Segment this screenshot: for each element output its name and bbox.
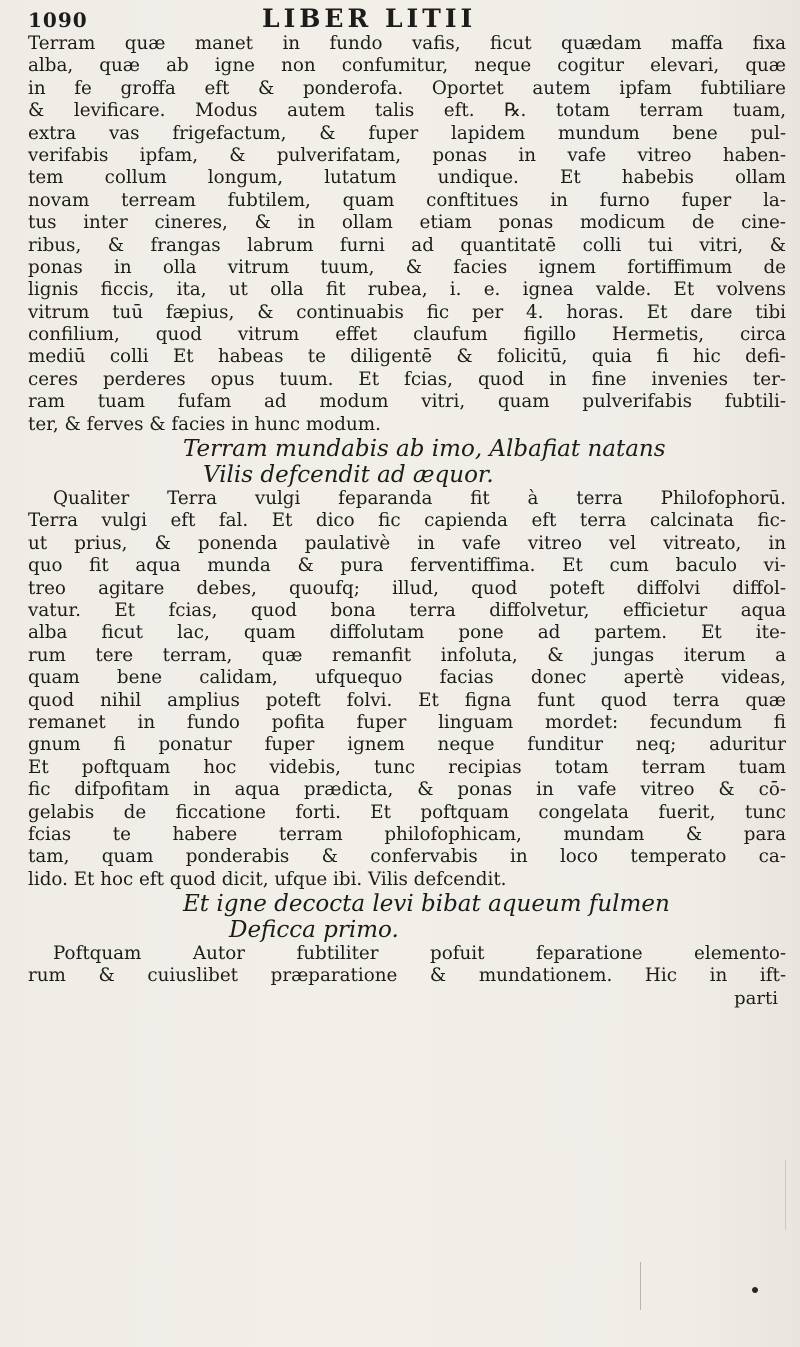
text-line: gelabis de ficcatione forti. Et poftquam congelata fuerit, tunc [28,801,786,823]
text-line: treo agitare debes, quoufq; illud, quod poteft diffolvi diffol- [28,577,786,599]
text-line: rum tere terram, quæ remanfit infoluta, & jungas iterum a [28,644,786,666]
text-line: & levificare. Modus autem talis eft. ℞. totam terram tuam, [28,100,786,122]
text-line: Terra vulgi eft fal. Et dico fic capienda eft terra calcinata fic- [28,510,786,532]
ink-dot [752,1287,758,1293]
text-line: rum & cuiuslibet præparatione & mundationem. Hic in ift- [28,965,786,987]
text-line: alba, quæ ab igne non confumitur, neque cogitur elevari, quæ [28,55,786,77]
text-line: ponas in olla vitrum tuum, & facies ignem fortiffimum de [28,256,786,278]
text-line: novam terream fubtilem, quam conftitues in furno fuper la- [28,189,786,211]
text-line: tam, quam ponderabis & confervabis in loco temperato ca- [28,846,786,868]
text-line: vatur. Et fcias, quod bona terra diffolvetur, efficietur aqua [28,599,786,621]
text-line: gnum fi ponatur fuper ignem neque funditur neq; aduritur [28,734,786,756]
text-line: quo fit aqua munda & pura ferventiffima. Et cum baculo vi- [28,555,786,577]
text-line: confilium, quod vitrum effet claufum figillo Hermetis, circa [28,324,786,346]
text-line: extra vas frigefactum, & fuper lapidem mundum bene pul- [28,122,786,144]
text-line: ter, & ferves & facies in hunc modum. [28,413,381,435]
text-line: lido. Et hoc eft quod dicit, ufque ibi. Vilis defcendit. [28,868,507,890]
text-line: Poftquam Autor fubtiliter pofuit feparatione elemento- [53,943,786,965]
verse-line: Vilis defcendit ad æquor. [203,462,494,489]
text-line: quam bene calidam, ufquequo facias donec apertè videas, [28,667,786,689]
text-line: tus inter cineres, & in ollam etiam ponas modicum de cine- [28,212,786,234]
verse-line: Terram mundabis ab imo, Albafiat natans [183,436,666,463]
text-line: ut prius, & ponenda paulativè in vafe vitreo vel vitreato, in [28,532,786,554]
page-number: 1090 [28,8,88,32]
paper-crease [785,1160,786,1230]
text-line: ram tuam fufam ad modum vitri, quam pulverifabis fubtili- [28,391,786,413]
text-line: Et poftquam hoc videbis, tunc recipias totam terram tuam [28,756,786,778]
paper-crease [640,1262,641,1310]
page-header [28,4,788,36]
verse-line: Et igne decocta levi bibat aqueum fulmen [183,891,670,918]
body-text [28,33,786,1010]
text-line: Qualiter Terra vulgi feparanda fit à terra Philofophorū. [53,488,786,510]
text-line: alba ficut lac, quam diffolutam pone ad partem. Et ite- [28,622,786,644]
text-line: in fe groffa eft & ponderofa. Oportet autem ipfam fubtiliare [28,77,786,99]
text-line: verifabis ipfam, & pulverifatam, ponas in vafe vitreo haben- [28,144,786,166]
text-line: vitrum tuū fæpius, & continuabis fic per 4. horas. Et dare tibi [28,301,786,323]
verse-line: Deficca primo. [229,917,399,944]
text-line: Terram quæ manet in fundo vafis, ficut quædam maffa fixa [28,33,786,54]
text-line: remanet in fundo pofita fuper linguam mordet: fecundum fi [28,711,786,733]
text-line: mediū colli Et habeas te diligentē & folicitū, quia fi hic defi- [28,346,786,368]
catchword: parti [734,987,778,1009]
text-line: ceres perderes opus tuum. Et fcias, quod in fine invenies ter- [28,368,786,390]
text-line: lignis ficcis, ita, ut olla fit rubea, i. e. ignea valde. Et volvens [28,279,786,301]
text-line: fic difpofitam in aqua prædicta, & ponas in vafe vitreo & cō- [28,779,786,801]
running-head: LIBER LITII [262,4,477,33]
text-line: fcias te habere terram philofophicam, mundam & para [28,823,786,845]
text-line: quod nihil amplius poteft folvi. Et figna funt quod terra quæ [28,689,786,711]
text-line: ribus, & frangas labrum furni ad quantitatē colli tui vitri, & [28,234,786,256]
text-line: tem collum longum, lutatum undique. Et habebis ollam [28,167,786,189]
